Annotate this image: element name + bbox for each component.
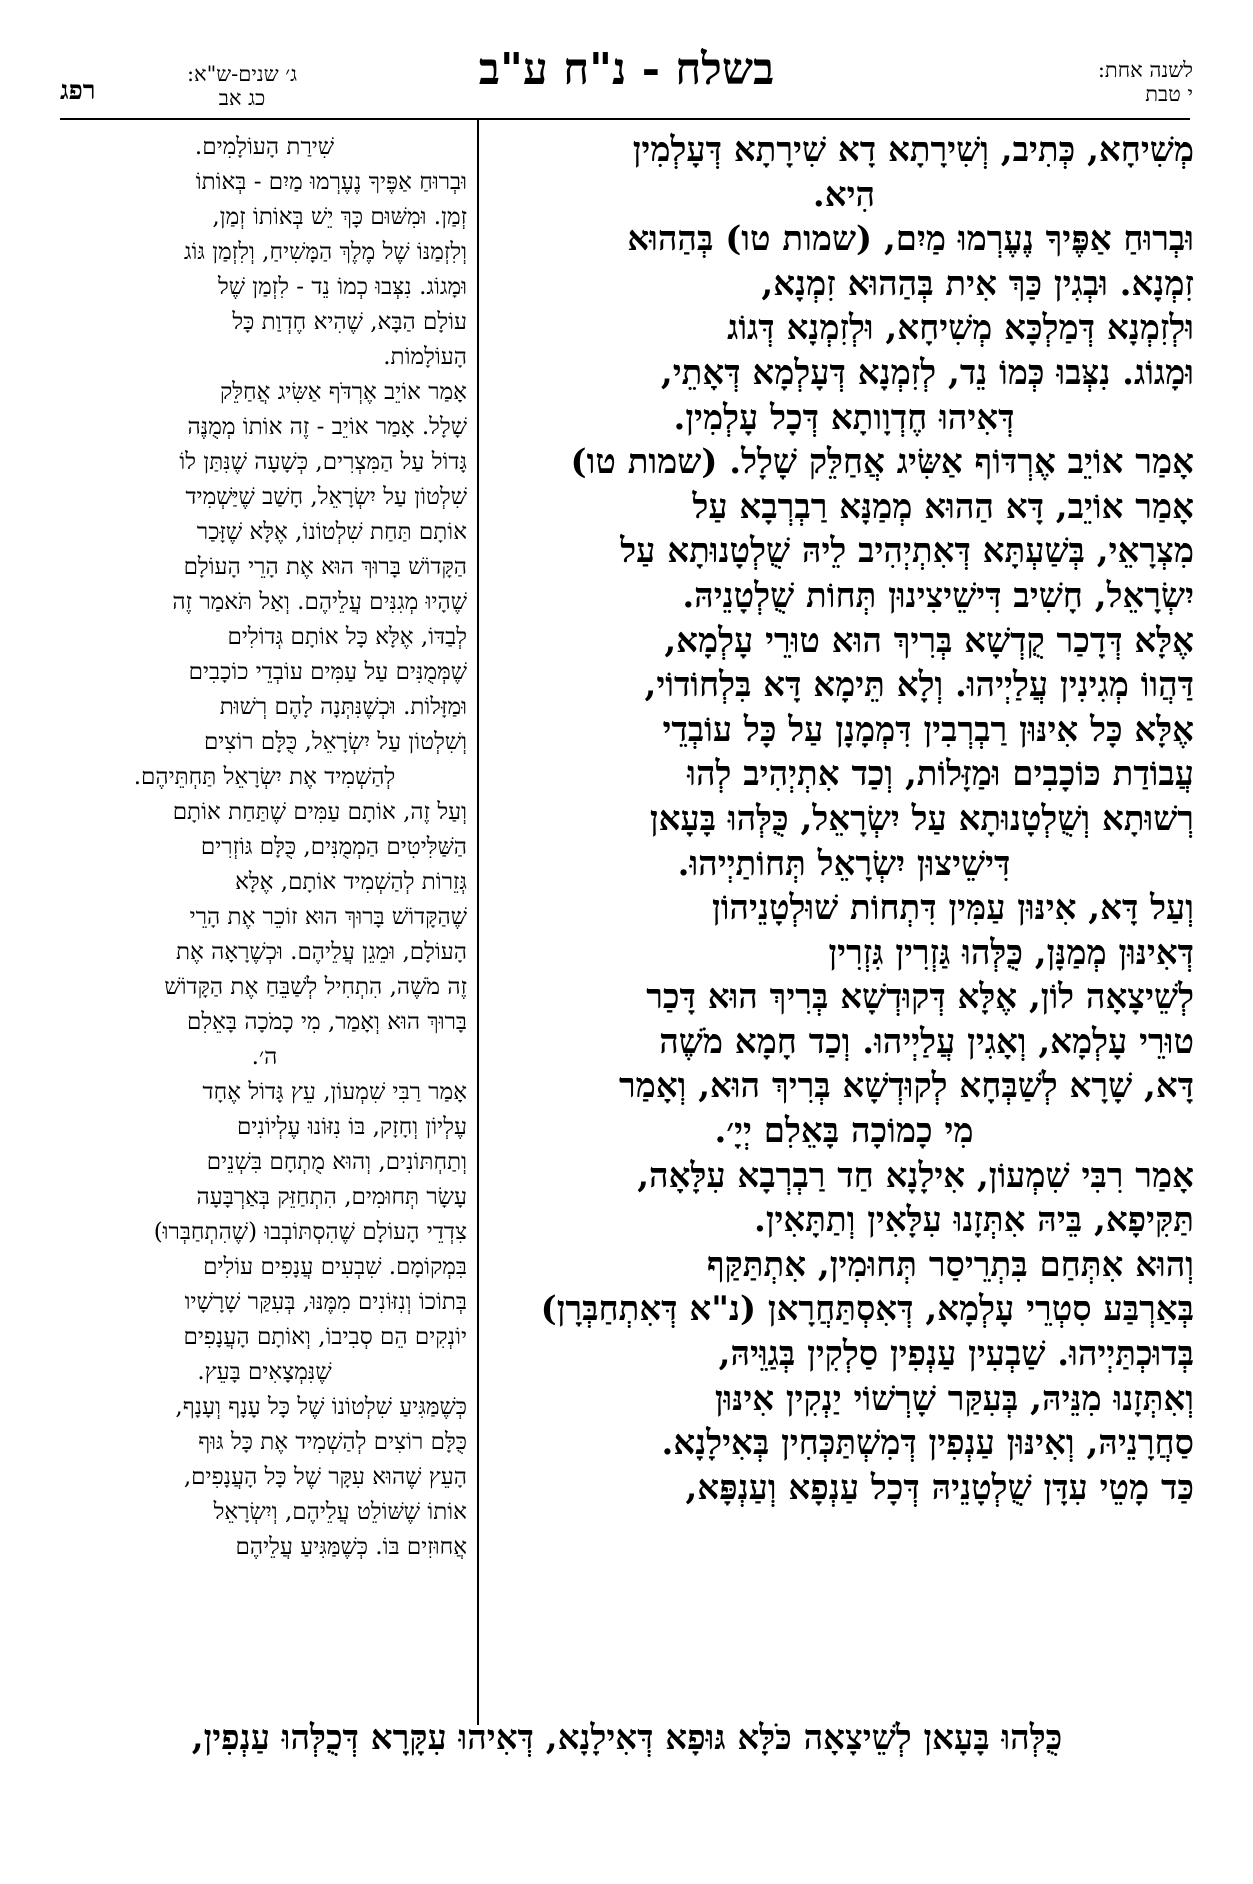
main-line: אָמַר רִבִּי שִׁמְעוֹן, אִילָנָא חַד רַבְרְבָא עִלָּאָה, bbox=[637, 1155, 1194, 1196]
side-line: וּמַזָּלוֹת. וּכְשֶׁנִּתְּנָה לָהֶם רְשׁוּת bbox=[219, 694, 467, 720]
side-line: לְבַדּוֹ, אֶלָּא כָּל אוֹתָם גְּדוֹלִים bbox=[227, 624, 467, 650]
side-line: עוֹלָם הַבָּא, שֶׁהִיא חֶדְוַת כָּל bbox=[232, 309, 467, 335]
side-line: בָּרוּךְ הוּא וְאָמַר, מִי כָמֹכָה בָּאֵלִם bbox=[187, 1009, 467, 1035]
side-line: עָשָׂר תְּחוּמִים, הִתְחַזֵּק בְּאַרְבָּעָה bbox=[196, 1184, 467, 1210]
main-line: זִמְנָא. וּבְגִין כַּךְ אִית בְּהַהוּא זִמְנָא, bbox=[761, 263, 1194, 304]
main-line: דִּישֵׁיצוּן יִשְׂרָאֵל תְּחוֹתַיְיהוּ. bbox=[677, 843, 1011, 884]
side-line: אוֹתוֹ שֶׁשּׁוֹלֵט עֲלֵיהֶם, וְיִשְׂרָאֵל bbox=[213, 1499, 467, 1525]
main-line: תַּקִּיפָא, בֵּיהּ אִתְּזָנוּ עִלָּאִין וְתַתָּאִין. bbox=[754, 1200, 1194, 1241]
main-line: סַחֲרָנֵיהּ, וְאִינּוּן עַנְפִין דְּמִשְׁתַּכְּחִין בְּאִילָנָא. bbox=[661, 1423, 1194, 1464]
main-line: וְהוּא אִתְּחַם בִּתְרֵיסַר תְּחוּמִין, אִתְתַּקַּף bbox=[706, 1244, 1194, 1285]
side-line: צִדְדֵי הָעוֹלָם שֶׁהִסְתּוֹבְבוּ (שֶׁהִתְחַבְּרוּ) bbox=[153, 1219, 467, 1245]
main-line: בְּאַרְבַּע סִטְרֵי עָלְמָא, דְּאִסְתַּחֲרָאן (נ"א דְּאִתְחַבְּרָן) bbox=[540, 1289, 1194, 1330]
page-title: בשלח - נ"ח ע"ב bbox=[478, 44, 775, 95]
main-line: אֶלָּא כָּל אִינּוּן רַבְרְבִין דִּמְמָנָן עַל כָּל עוֹבְדֵי bbox=[662, 709, 1194, 750]
side-line: וְעַל זֶה, אוֹתָם עַמִּים שֶׁתַּחַת אוֹתָם bbox=[172, 799, 467, 825]
main-line: יִשְׂרָאֵל, חָשִׁיב דִּישֵׁיצִינוּן תְּחוֹת שֻׁלְטָנֵיהּ. bbox=[682, 575, 1194, 616]
page-number: רפג bbox=[60, 76, 96, 106]
main-line: דְּאִיהוּ חֶדְוָותָא דְּכָל עָלְמִין. bbox=[673, 397, 1015, 438]
side-line: אָמַר רַבִּי שִׁמְעוֹן, עֵץ גָּדוֹל אֶחָד bbox=[202, 1079, 467, 1105]
main-line: דְּאִינּוּן מְמַנָּן, כֻּלְּהוּ גַּזְרִין גִּזְרִין bbox=[828, 932, 1194, 973]
side-line: אָמַר אוֹיֵב אֶרְדֹּף אַשִּׂיג אֲחַלֵּק bbox=[219, 379, 467, 405]
main-line: עֲבוֹדַת כּוֹכָבִים וּמַזָּלוֹת, וְכַד אִתְיְהִיב לְהוּ bbox=[687, 754, 1194, 795]
side-line: בְּתוֹכוֹ וְנִזּוֹנִים מִמֶּנּוּ, בְּעִקַּר שָׁרָשָׁיו bbox=[184, 1289, 467, 1315]
main-line: וּמָגוֹג. נִצְּבוּ כְּמוֹ נֵד, לְזִמְנָא דְּעָלְמָא דְּאָתֵי, bbox=[660, 352, 1194, 393]
side-line: וְלִזְמַנּוֹ שֶׁל מֶלֶךְ הַמָּשִׁיחַ, וְלִזְמַן גּוֹג bbox=[183, 239, 467, 265]
side-line: זֶה מֹשֶׁה, הִתְחִיל לְשַׁבֵּחַ אֶת הַקָּדוֹשׁ bbox=[164, 974, 467, 1000]
main-line: טוּרֵי עָלְמָא, וְאָגִין עֲלַיְיהוּ. וְכַד חָמָא מֹשֶׁה bbox=[659, 1021, 1194, 1062]
side-line: אֲחוּזִים בּוֹ. כְּשֶׁמַּגִּיעַ עֲלֵיהֶם bbox=[235, 1534, 467, 1560]
side-line: שֶׁהָיוּ מְגִנִּים עֲלֵיהֶם. וְאַל תֹּאמַר זֶה bbox=[172, 589, 467, 615]
side-line: הַקָּדוֹשׁ בָּרוּךְ הוּא אֶת הָרֵי הָעוֹלָם bbox=[183, 554, 467, 580]
side-line: הָעֵץ שֶׁהוּא עִקָּר שֶׁל כָּל הָעֲנָפִים, bbox=[183, 1464, 467, 1490]
side-line: כֻּלָּם רוֹצִים לְהַשְׁמִיד אֶת כָּל גּוּף bbox=[198, 1429, 467, 1455]
bottom-line: כֻּלְּהוּ בָּעָאן לְשֵׁיצָאָה כֹּלָּא גּוּפָא דְּאִילָנָא, דְּאִיהוּ עִקָּרָא דְּכֻלְּהוּ עַנְפִין, bbox=[191, 1718, 1063, 1758]
three-years-date: כג אב bbox=[218, 86, 266, 110]
one-year-date: י טבת bbox=[1145, 82, 1193, 106]
main-line: מִצְרָאֵי, בְּשַׁעְתָּא דְּאִתְיְהִיב לֵיהּ שֻׁלְטָנוּתָא עַל bbox=[620, 531, 1194, 572]
zohar-aramaic-column bbox=[494, 128, 1194, 1510]
side-line: שֶׁהַקָּדוֹשׁ בָּרוּךְ הוּא זוֹכֵר אֶת הָרֵי bbox=[189, 904, 467, 930]
main-line: לְשֵׁיצָאָה לוֹן, אֶלָּא דְּקוּדְשָׁא בְּרִיךְ הוּא דָּכַר bbox=[646, 977, 1194, 1018]
main-line: מְשִׁיחָא, כְּתִיב, וְשִׁירָתָא דָא שִׁירָתָא דְּעָלְמִין bbox=[632, 130, 1194, 170]
main-line: הִיא. bbox=[812, 174, 876, 215]
main-line: רְשׁוּתָא וְשֻׁלְטָנוּתָא עַל יִשְׂרָאֵל, כֻּלְּהוּ בָּעָאן bbox=[649, 798, 1194, 839]
main-line: כַּד מָטֵי עִדָּן שֻׁלְטָנֵיהּ דְּכָל עַנְפָא וְעַנְפָּא, bbox=[685, 1467, 1194, 1508]
side-line: גָּדוֹל עַל הַמִּצְרִים, כְּשָׁעָה שֶׁנִּתַּן לוֹ bbox=[179, 449, 467, 475]
side-line: אוֹתָם תַּחַת שִׁלְטוֹנוֹ, אֶלָּא שֶׁזָּכַר bbox=[196, 519, 467, 545]
main-line: אָמַר אוֹיֵב, דָּא הַהוּא מְמַנָּא רַבְרְבָא עַל bbox=[692, 486, 1194, 527]
side-line: שֶׁמְּמֻנִּים עַל עַמִּים עוֹבְדֵי כוֹכָבִים bbox=[188, 659, 467, 685]
side-line: שִׁירַת הָעוֹלָמִים. bbox=[194, 134, 335, 160]
side-line: שִׁלְטוֹן עַל יִשְׂרָאֵל, חָשַׁב שֶׁיַּשְׁמִיד bbox=[185, 484, 467, 510]
main-line: וּבְרוּחַ אַפֶּיךָ נֶעֶרְמוּ מַיִם, (שמות טו) בְּהַהוּא bbox=[627, 219, 1194, 260]
column-divider bbox=[477, 120, 479, 1725]
side-line: וּמָגוֹג. נִצְּבוּ כְמוֹ נֵד - לִזְמַן שֶׁל bbox=[217, 274, 467, 300]
side-line: וְתַחְתּוֹנִים, וְהוּא מֻתְחָם בִּשְׁנֵים bbox=[206, 1149, 467, 1175]
main-line: וּלְזִמְנָא דְּמַלְכָּא מְשִׁיחָא, וּלְזִמְנָא דְּגוֹג bbox=[727, 308, 1194, 349]
main-line: אֶלָּא דְּדָכַר קֻדְשָׁא בְּרִיךְ הוּא טוּרֵי עָלְמָא, bbox=[664, 620, 1194, 661]
side-line: בִּמְקוֹמָם. שִׁבְעִים עֲנָפִים עוֹלִים bbox=[203, 1254, 467, 1280]
side-line: הָעוֹלָמוֹת. bbox=[383, 344, 467, 370]
side-line: זְמַן. וּמִשּׁוּם כָּךְ יֵשׁ בְּאוֹתוֹ זְמַן, bbox=[212, 204, 467, 230]
side-line: וְשִׁלְטוֹן עַל יִשְׂרָאֵל, כֻּלָּם רוֹצִים bbox=[203, 729, 467, 755]
header-divider bbox=[60, 118, 1190, 120]
hebrew-translation-column bbox=[62, 130, 467, 1565]
side-line: עֶלְיוֹן וְחָזָק, בּוֹ נִזּוֹנוּ עֶלְיוֹנִים bbox=[237, 1114, 467, 1140]
side-line: שָׁלָל. אָמַר אוֹיֵב - זֶה אוֹתוֹ מְמֻנֶּה bbox=[187, 414, 467, 440]
main-line: אָמַר אוֹיֵב אֶרְדּוֹף אַשִּׂיג אֲחַלֵּק שָׁלָל. (שמות טו) bbox=[570, 442, 1194, 483]
side-line: הָעוֹלָם, וּמֵגֵן עֲלֵיהֶם. וּכְשֶׁרָאָה אֶת bbox=[175, 939, 467, 965]
main-line: וְעַל דָּא, אִינּוּן עַמִּין דִּתְחוֹת שׁוּלְטָנֵיהוֹן bbox=[712, 888, 1194, 929]
main-line: וְאִתְּזָנוּ מִנֵּיהּ, בְּעִקַּר שָׁרְשׁוֹי יַנְקִין אִינּוּן bbox=[714, 1378, 1194, 1419]
side-line: שֶׁנִּמְצָאִים בָּעֵץ. bbox=[197, 1359, 332, 1385]
three-years-block bbox=[142, 62, 342, 110]
side-line: גְּזֵרוֹת לְהַשְׁמִיד אוֹתָם, אֶלָּא bbox=[235, 869, 467, 895]
side-line: לְהַשְׁמִיד אֶת יִשְׂרָאֵל תַּחְתֵּיהֶם. bbox=[133, 764, 396, 790]
side-line: ה׳. bbox=[251, 1044, 278, 1070]
one-year-label: לשנה אחת: bbox=[1097, 58, 1193, 82]
main-line: בְּדוּכְתַּיְיהוּ. שַׁבְעִין עַנְפִין סַלְקִין בְּגַוֵּיהּ, bbox=[718, 1334, 1194, 1375]
side-line: וּבְרוּחַ אַפֶּיךָ נֶעֶרְמוּ מַיִם - בְּאוֹתוֹ bbox=[195, 169, 467, 195]
side-line: הַשַּׁלִּיטִים הַמְמֻנִּים, כֻּלָּם גּוֹזְרִים bbox=[200, 834, 467, 860]
side-line: כְּשֶׁמַּגִּיעַ שִׁלְטוֹנוֹ שֶׁל כָּל עָנָף וְעָנָף, bbox=[175, 1394, 467, 1420]
bottom-continuation-line bbox=[60, 1716, 1194, 1760]
side-line: יוֹנְקִים הֵם סְבִיבוֹ, וְאוֹתָם הָעֲנָפִים bbox=[183, 1324, 467, 1350]
main-line: דַּהֲווֹ מְגִינִין עֲלַיְיהוּ. וְלָא תֵּימָא דָּא בִּלְחוֹדוֹי, bbox=[644, 665, 1194, 706]
main-line: מִי כָמוֹכָה בָּאֵלִם יְיָ׳. bbox=[714, 1111, 974, 1152]
three-years-label: ג׳ שנים-ש"א: bbox=[186, 62, 298, 86]
main-line: דָּא, שָׁרָא לְשַׁבְּחָא לְקוּדְשָׁא בְּרִיךְ הוּא, וְאָמַר bbox=[618, 1066, 1194, 1107]
